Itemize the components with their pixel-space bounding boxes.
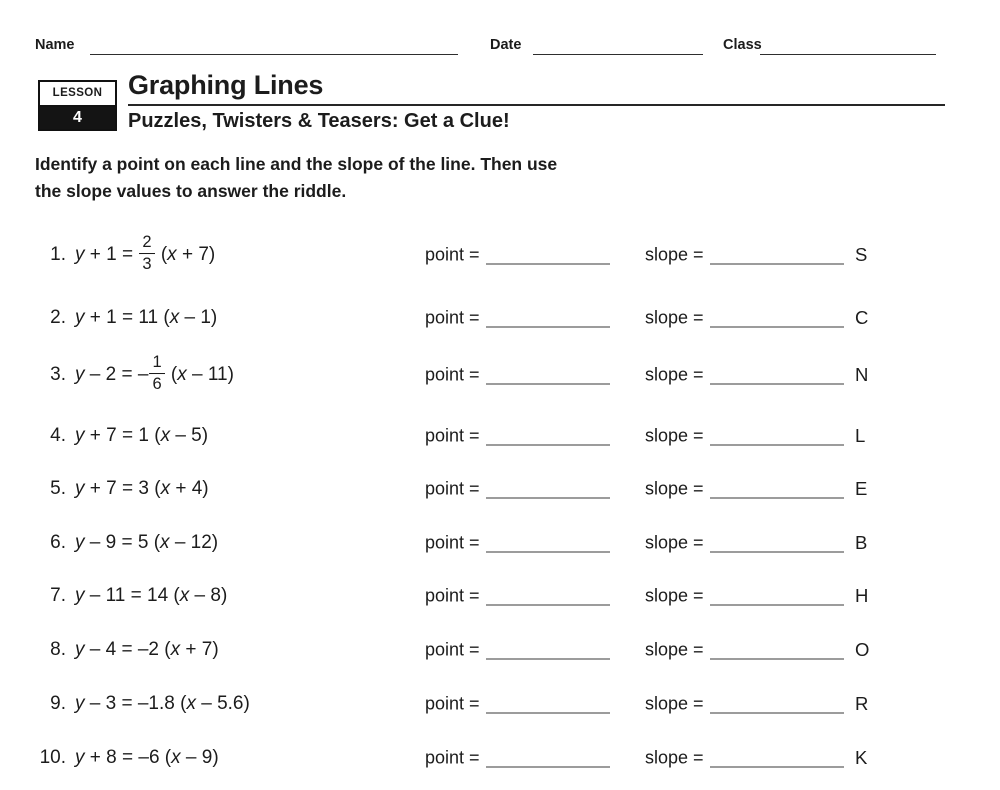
point-blank[interactable]: [486, 382, 610, 385]
open-paren: (: [168, 585, 180, 606]
slope-blank[interactable]: [710, 382, 844, 385]
problem-row: [0, 347, 1000, 403]
date-blank-line[interactable]: [533, 37, 703, 55]
slope-field: [645, 640, 844, 661]
fraction: [139, 233, 154, 275]
riddle-letter: S: [855, 244, 868, 265]
slope-label: slope =: [645, 425, 704, 446]
variable-y: y: [75, 364, 85, 386]
open-paren: (: [148, 425, 161, 446]
class-blank-line[interactable]: [760, 37, 936, 55]
problem-row: [0, 525, 1000, 561]
problem-number: 7.: [50, 585, 66, 606]
point-blank[interactable]: [486, 496, 610, 499]
problem-row: [0, 578, 1000, 614]
slope-label: slope =: [645, 532, 704, 553]
point-blank[interactable]: [486, 711, 610, 714]
slope-field: [645, 365, 844, 386]
equation-rhs: – 12): [169, 532, 219, 553]
open-paren: (: [148, 478, 161, 499]
slope-coefficient: –6: [138, 747, 160, 768]
equation-rhs: + 7): [176, 244, 216, 266]
open-paren: (: [148, 532, 161, 553]
equation-rhs: – 1): [179, 307, 218, 328]
point-field: [425, 426, 610, 447]
point-label: point =: [425, 307, 480, 328]
slope-label: slope =: [645, 364, 704, 385]
variable-x: x: [160, 532, 170, 553]
problem-row: [0, 300, 1000, 336]
equation-lhs: – 2 =: [84, 364, 138, 386]
point-field: [425, 586, 610, 607]
slope-field: [645, 426, 844, 447]
riddle-letter: L: [855, 425, 866, 446]
problem-number: 4.: [50, 425, 66, 446]
slope-field: [645, 479, 844, 500]
point-field: [425, 308, 610, 329]
riddle-letter: N: [855, 364, 869, 385]
equation: [28, 532, 218, 554]
page-subtitle: Puzzles, Twisters & Teasers: Get a Clue!: [128, 110, 510, 132]
equation-rhs: – 8): [189, 585, 228, 606]
slope-coefficient: 14: [147, 585, 169, 606]
slope-field: [645, 533, 844, 554]
slope-coefficient: 5: [137, 532, 149, 553]
open-paren: (: [174, 693, 187, 714]
riddle-letter: K: [855, 747, 868, 768]
problem-row: [0, 471, 1000, 507]
instructions-line-2: the slope values to answer the riddle.: [35, 181, 347, 201]
lesson-number: 4: [40, 107, 115, 130]
point-label: point =: [425, 364, 480, 385]
slope-label: slope =: [645, 639, 704, 660]
slope-coefficient: 11: [138, 307, 159, 328]
riddle-letter: O: [855, 639, 870, 660]
open-paren: (: [158, 307, 170, 328]
slope-field: [645, 308, 844, 329]
slope-label: slope =: [645, 307, 704, 328]
equation-lhs: + 7 =: [84, 478, 139, 499]
slope-blank[interactable]: [710, 711, 844, 714]
problem-row: [0, 227, 1000, 283]
lesson-box-label: LESSON: [40, 82, 115, 107]
problem-number: 1.: [50, 244, 66, 266]
open-paren: (: [155, 244, 168, 266]
variable-y: y: [75, 693, 85, 714]
slope-blank[interactable]: [710, 765, 844, 768]
variable-x: x: [177, 364, 187, 386]
slope-label: slope =: [645, 478, 704, 499]
equation-rhs: + 4): [170, 478, 209, 499]
equation-rhs: – 11): [186, 364, 234, 386]
variable-x: x: [186, 693, 196, 714]
problem-number: 3.: [50, 364, 66, 386]
equation-rhs: – 9): [180, 747, 219, 768]
open-paren: (: [159, 639, 171, 660]
equation-lhs: + 7 =: [84, 425, 139, 446]
open-paren: (: [159, 747, 172, 768]
point-blank[interactable]: [486, 262, 610, 265]
variable-x: x: [171, 747, 181, 768]
fraction: [149, 353, 164, 395]
slope-label: slope =: [645, 747, 704, 768]
slope-blank[interactable]: [710, 603, 844, 606]
point-label: point =: [425, 478, 480, 499]
slope-field: [645, 748, 844, 769]
variable-x: x: [167, 244, 177, 266]
equation-rhs: – 5): [170, 425, 209, 446]
equation-lhs: + 8 =: [84, 747, 139, 768]
name-label: Name: [35, 37, 75, 53]
point-label: point =: [425, 585, 480, 606]
open-paren: (: [165, 364, 178, 386]
slope-label: slope =: [645, 585, 704, 606]
variable-x: x: [160, 425, 171, 446]
title-rule: [128, 104, 945, 106]
problem-number: 10.: [39, 747, 66, 768]
variable-y: y: [75, 425, 85, 446]
slope-blank[interactable]: [710, 325, 844, 328]
equation: [28, 425, 208, 447]
point-label: point =: [425, 639, 480, 660]
slope-label: slope =: [645, 244, 704, 265]
equation-lhs: – 11 =: [84, 585, 148, 606]
riddle-letter: B: [855, 532, 868, 553]
point-blank[interactable]: [486, 765, 610, 768]
point-field: [425, 640, 610, 661]
variable-x: x: [179, 585, 190, 606]
slope-coefficient: –1.8: [137, 693, 175, 714]
problem-number: 8.: [50, 639, 66, 660]
equation: [28, 585, 227, 607]
equation-lhs: – 9 =: [84, 532, 138, 553]
equation: [28, 639, 219, 661]
variable-x: x: [170, 639, 181, 660]
fraction-numerator: 1: [149, 353, 164, 374]
variable-y: y: [75, 307, 85, 328]
point-field: [425, 533, 610, 554]
riddle-letter: R: [855, 693, 869, 714]
equation-rhs: + 7): [180, 639, 219, 660]
variable-y: y: [75, 639, 85, 660]
fraction-numerator: 2: [139, 233, 154, 254]
slope-coefficient: –2: [137, 639, 159, 660]
point-label: point =: [425, 747, 480, 768]
variable-y: y: [75, 747, 85, 768]
point-blank[interactable]: [486, 550, 610, 553]
point-field: [425, 365, 610, 386]
equation: [28, 307, 217, 329]
equation: [28, 478, 209, 500]
point-blank[interactable]: [486, 603, 610, 606]
slope-field: [645, 694, 844, 715]
variable-x: x: [169, 307, 180, 328]
point-label: point =: [425, 693, 480, 714]
point-label: point =: [425, 532, 480, 553]
slope-label: slope =: [645, 693, 704, 714]
slope-blank[interactable]: [710, 496, 844, 499]
riddle-letter: C: [855, 307, 869, 328]
slope-blank[interactable]: [710, 262, 844, 265]
problem-number: 6.: [50, 532, 66, 553]
point-label: point =: [425, 425, 480, 446]
class-label: Class: [723, 37, 762, 53]
fraction-denominator: 6: [152, 375, 162, 394]
problem-row: [0, 632, 1000, 668]
equation-lhs: + 1 =: [84, 307, 139, 328]
page-title: Graphing Lines: [128, 70, 324, 100]
point-field: [425, 694, 610, 715]
slope-blank[interactable]: [710, 443, 844, 446]
problem-row: [0, 740, 1000, 776]
lesson-box: [38, 80, 117, 131]
name-blank-line[interactable]: [90, 37, 458, 55]
fraction-sign: –: [137, 364, 149, 386]
equation: [28, 234, 215, 276]
point-field: [425, 748, 610, 769]
instructions-line-1: Identify a point on each line and the slope of the line. Then use: [35, 154, 558, 174]
point-blank[interactable]: [486, 657, 610, 660]
problem-row: [0, 686, 1000, 722]
problem-number: 9.: [50, 693, 66, 714]
equation-rhs: – 5.6): [195, 693, 250, 714]
problem-row: [0, 418, 1000, 454]
point-field: [425, 245, 610, 266]
equation: [28, 354, 234, 396]
slope-blank[interactable]: [710, 550, 844, 553]
slope-blank[interactable]: [710, 657, 844, 660]
slope-coefficient: 1: [138, 425, 149, 446]
riddle-letter: E: [855, 478, 868, 499]
variable-y: y: [75, 585, 85, 606]
point-label: point =: [425, 244, 480, 265]
problem-number: 2.: [50, 307, 66, 328]
slope-coefficient: 3: [138, 478, 149, 499]
point-blank[interactable]: [486, 325, 610, 328]
fraction-denominator: 3: [142, 255, 152, 274]
riddle-letter: H: [855, 585, 869, 606]
instructions: [35, 151, 557, 205]
slope-field: [645, 245, 844, 266]
variable-x: x: [160, 478, 171, 499]
equation-lhs: – 3 =: [84, 693, 138, 714]
equation: [28, 693, 250, 715]
variable-y: y: [75, 478, 85, 499]
variable-y: y: [75, 532, 85, 553]
variable-y: y: [75, 244, 85, 266]
problem-number: 5.: [50, 478, 66, 499]
equation-lhs: + 1 =: [84, 244, 139, 266]
slope-field: [645, 586, 844, 607]
point-blank[interactable]: [486, 443, 610, 446]
point-field: [425, 479, 610, 500]
equation: [28, 747, 219, 769]
date-label: Date: [490, 37, 522, 53]
equation-lhs: – 4 =: [84, 639, 138, 660]
